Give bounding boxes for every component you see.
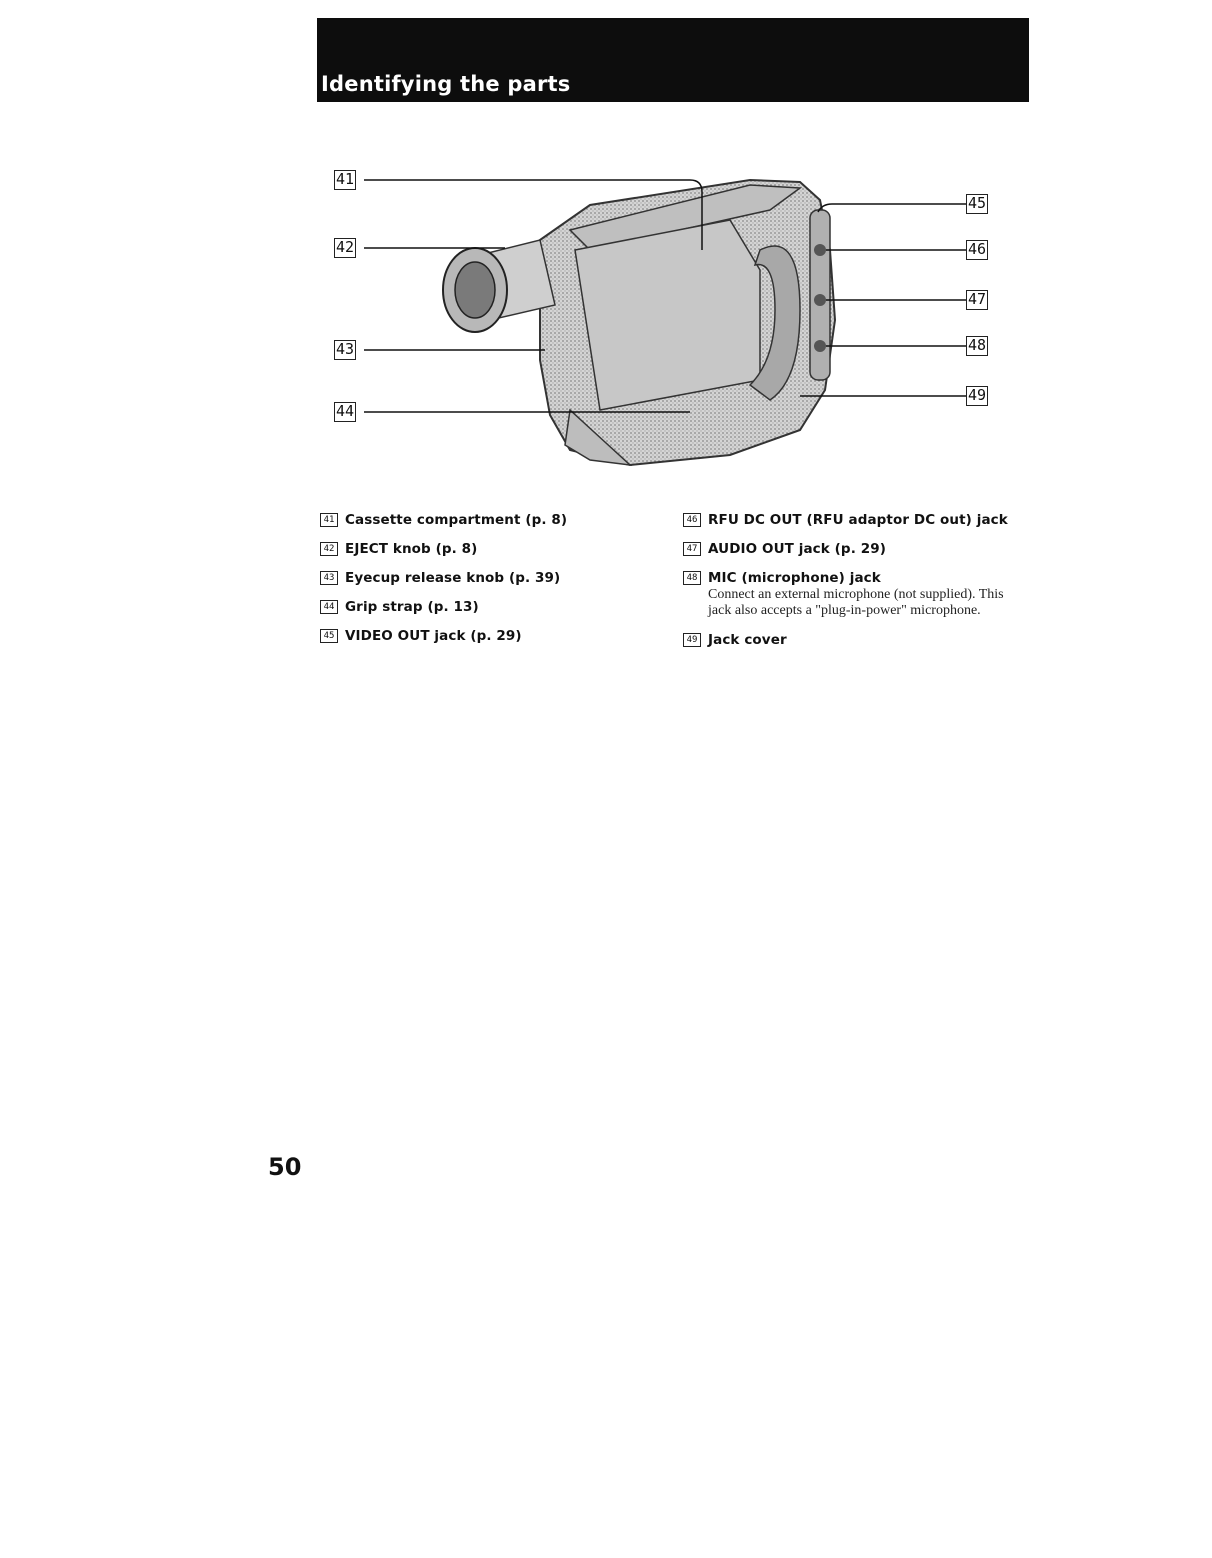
legend-item [320, 541, 650, 557]
jack-47 [814, 294, 826, 306]
leader-45 [818, 204, 966, 212]
legend-label: Jack cover [708, 632, 787, 648]
legend-item [320, 570, 650, 586]
legend-number: 46 [683, 513, 701, 527]
legend-item [320, 512, 650, 528]
callout-47: 47 [968, 290, 987, 308]
callout-49: 49 [968, 386, 987, 404]
cassette-door [575, 220, 760, 410]
callout-41: 41 [336, 170, 355, 188]
eyecup-lens [455, 262, 495, 318]
legend-item [683, 512, 1013, 528]
legend-label: Eyecup release knob (p. 39) [345, 570, 561, 586]
page-number: 50 [268, 1153, 302, 1181]
legend-number: 44 [320, 600, 338, 614]
legend-item [320, 599, 650, 615]
camcorder-illustration [330, 160, 1010, 480]
legend-number: 42 [320, 542, 338, 556]
camcorder-drawing [330, 160, 1010, 480]
legend-label: Grip strap (p. 13) [345, 599, 479, 615]
legend-number: 49 [683, 633, 701, 647]
legend-label: Cassette compartment (p. 8) [345, 512, 568, 528]
legend-item [683, 570, 1013, 619]
legend-item [683, 541, 1013, 557]
legend-number: 48 [683, 571, 701, 585]
legend-label: RFU DC OUT (RFU adaptor DC out) jack [708, 512, 1008, 528]
callout-48: 48 [968, 336, 987, 354]
callout-44: 44 [336, 402, 355, 420]
legend-item [683, 632, 1013, 648]
legend-number: 41 [320, 513, 338, 527]
legend-label: VIDEO OUT jack (p. 29) [345, 628, 522, 644]
section-title: Identifying the parts [321, 72, 571, 96]
legend-label: MIC (microphone) jack [708, 570, 881, 586]
legend-number: 43 [320, 571, 338, 585]
jack-48 [814, 340, 826, 352]
callout-43: 43 [336, 340, 355, 358]
legend-label: AUDIO OUT jack (p. 29) [708, 541, 886, 557]
callout-46: 46 [968, 240, 987, 258]
section-header-bar [317, 18, 1029, 102]
legend-right-column [683, 512, 1013, 661]
legend-label: EJECT knob (p. 8) [345, 541, 478, 557]
jack-46 [814, 244, 826, 256]
callout-42: 42 [336, 238, 355, 256]
legend-item [320, 628, 650, 644]
legend-number: 45 [320, 629, 338, 643]
callout-45: 45 [968, 194, 987, 212]
legend-left-column [320, 512, 650, 657]
legend-number: 47 [683, 542, 701, 556]
legend-description: Connect an external microphone (not supplied). This jack also accepts a "plug-in-power" microphone. [708, 587, 1004, 618]
